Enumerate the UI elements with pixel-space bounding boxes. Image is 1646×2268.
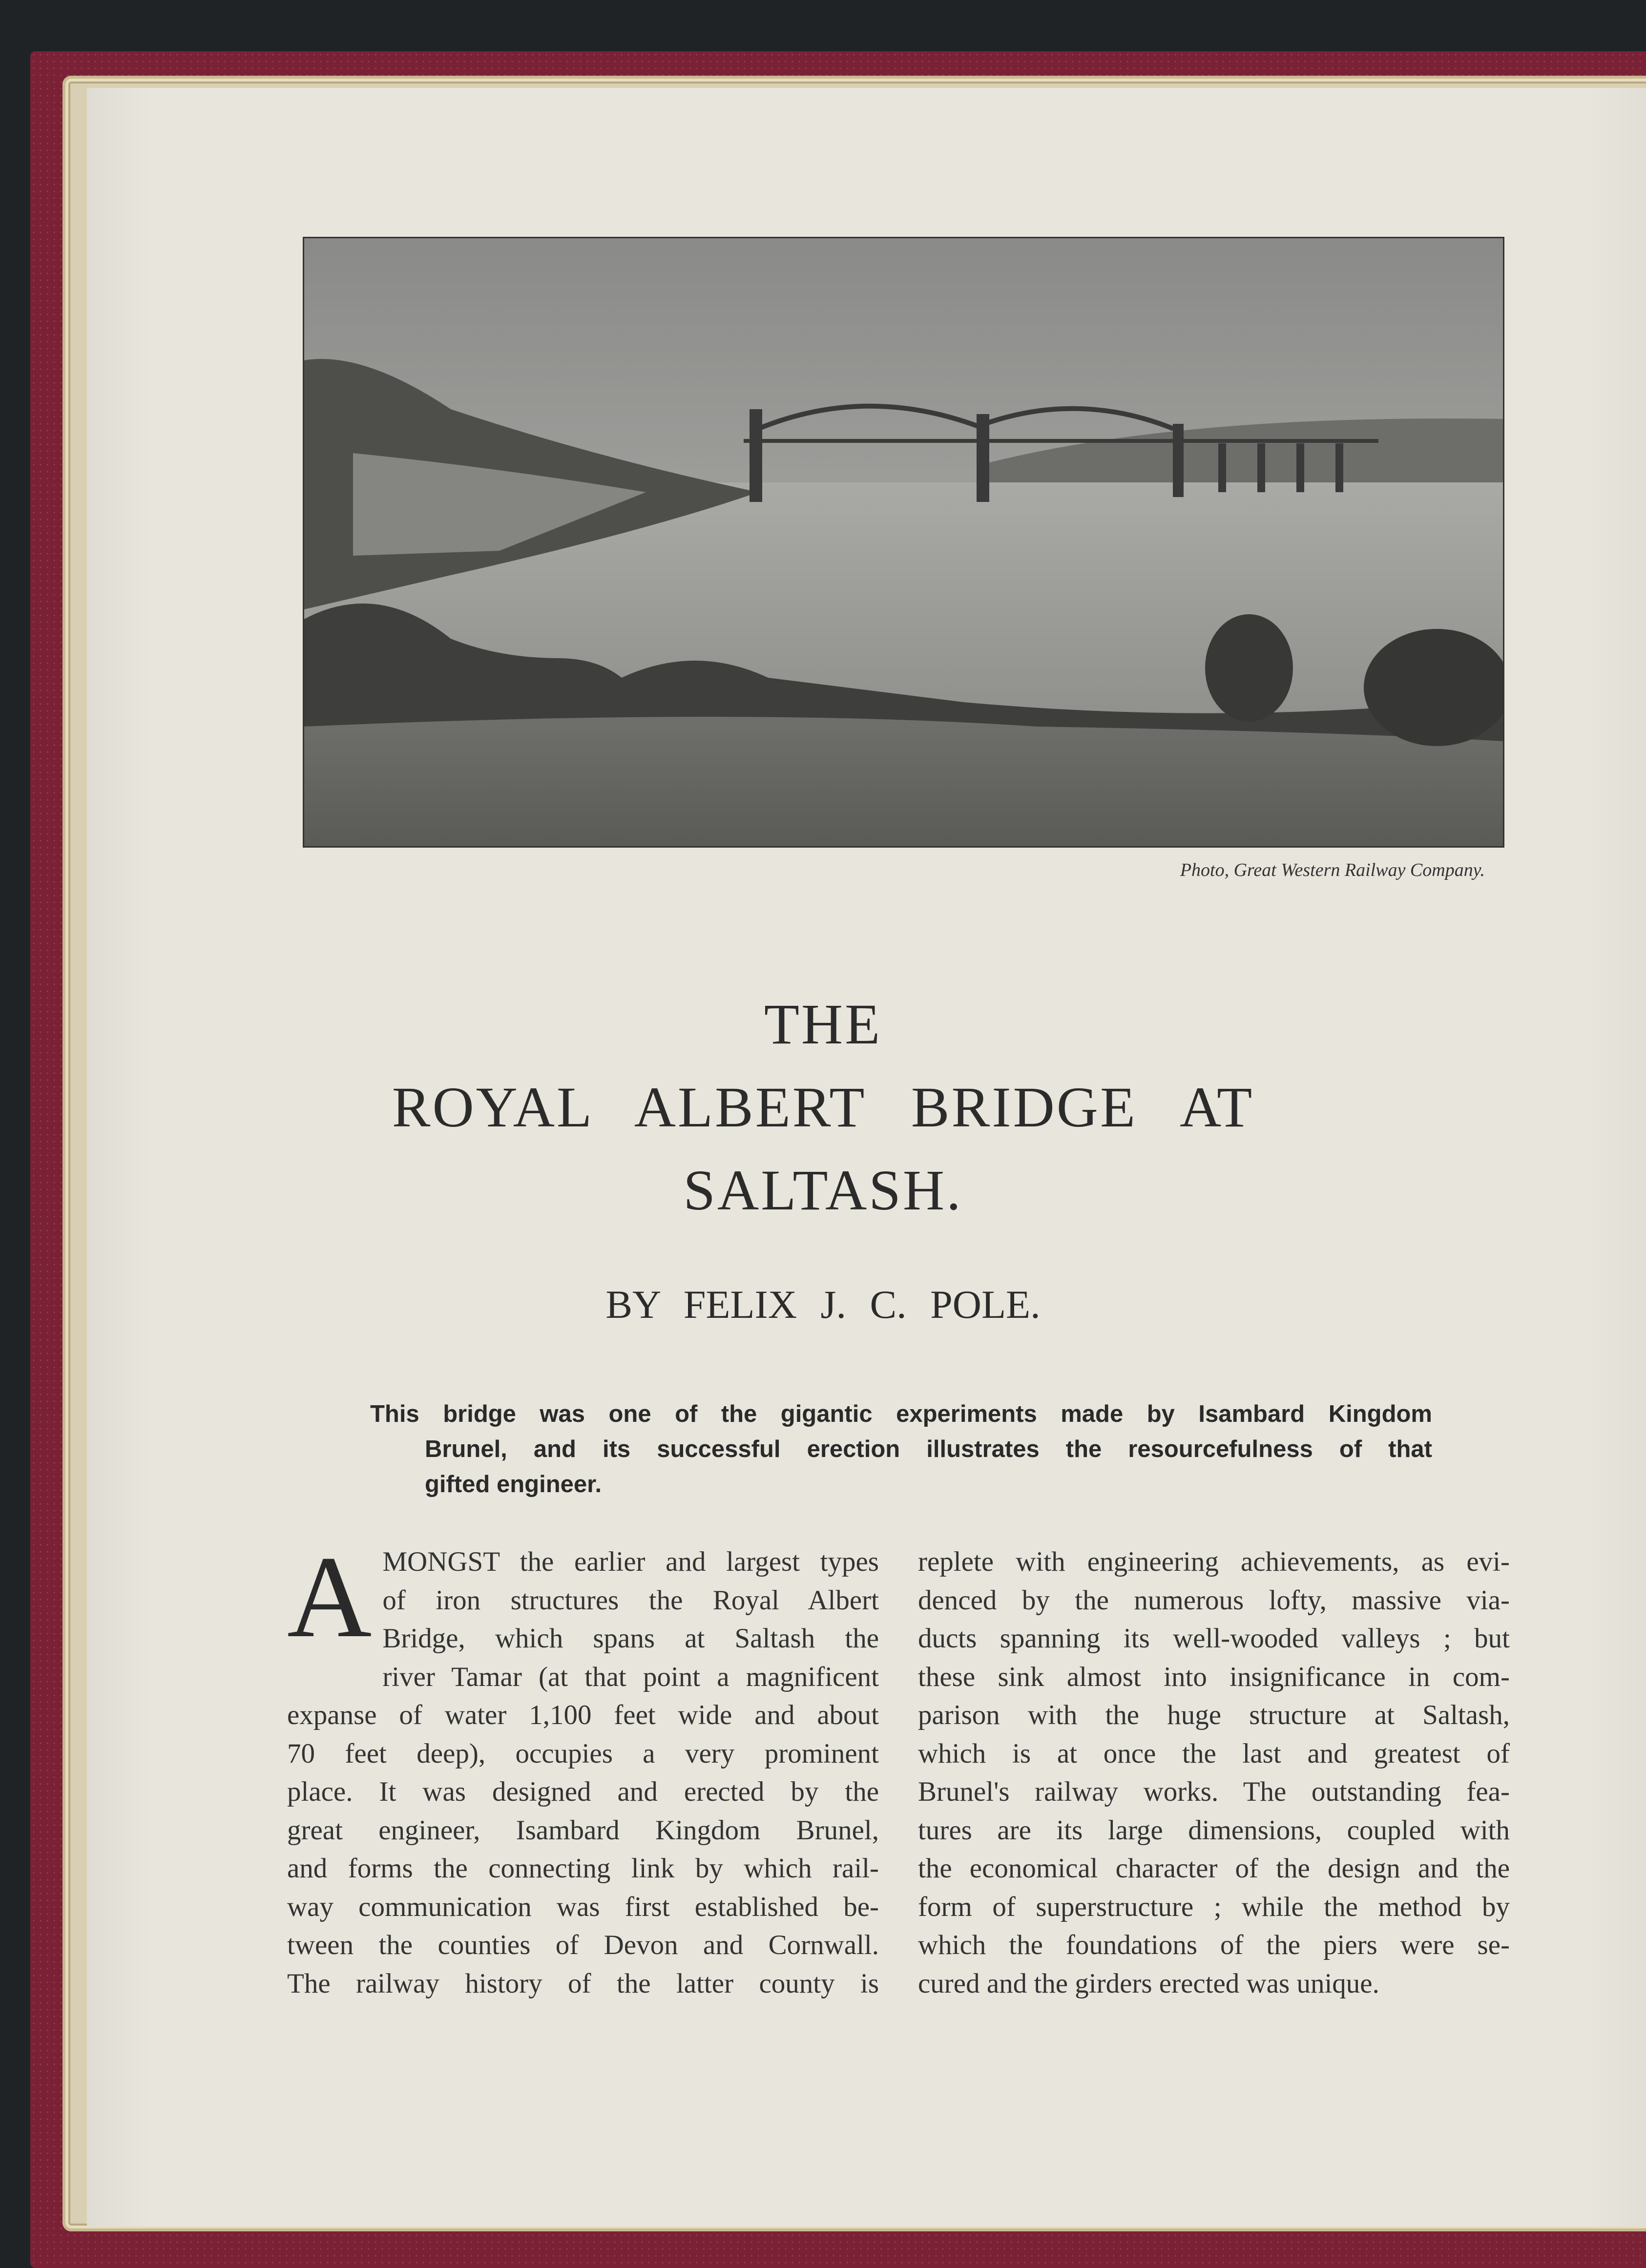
bridge-photograph [303,237,1504,848]
body-line: replete with engineering achievements, as evi- [918,1546,1510,1577]
body-line: of iron structures the Royal Albert [382,1584,879,1616]
article-byline: BY FELIX J. C. POLE. [605,1282,1041,1327]
article-abstract [370,1396,1432,1502]
foreground-field [304,717,1503,846]
abstract-line: This bridge was one of the gigantic experiments made by Isambard Kingdom [370,1401,1432,1427]
body-line: place. It was designed and erected by the [287,1776,879,1807]
article-title-line-2: ROYAL ALBERT BRIDGE AT [392,1075,1254,1139]
body-line: river Tamar (at that point a magnificent [382,1661,879,1692]
body-line: MONGST the earlier and largest types [382,1546,879,1577]
abstract-line: Brunel, and its successful erection illustrates the resourcefulness of that [425,1436,1432,1462]
body-line: great engineer, Isambard Kingdom Brunel, [287,1814,879,1846]
body-column-1 [287,1532,879,2003]
body-line: Bridge, which spans at Saltash the [382,1623,879,1654]
body-line: which is at once the last and greatest of [918,1738,1510,1769]
tree-far-right [1364,629,1504,746]
body-line: The railway history of the latter county is [287,1968,879,1999]
body-line: Brunel's railway works. The outstanding fea- [918,1776,1510,1807]
article-title-line-1: THE [764,992,882,1056]
tree-right [1205,614,1293,722]
body-line: and forms the connecting link by which rail- [287,1853,879,1884]
body-line: 70 feet deep), occupies a very prominent [287,1738,879,1769]
body-line: cured and the girders erected was unique. [918,1968,1379,1999]
body-line: these sink almost into insignificance in com- [918,1661,1510,1692]
body-line: parison with the huge structure at Saltash, [918,1700,1510,1730]
abstract-line: gifted engineer. [425,1471,602,1498]
body-line: tween the counties of Devon and Cornwall. [287,1930,879,1960]
photo-caption: Photo, Great Western Railway Company. [1180,860,1485,880]
body-line: the economical character of the design and the [918,1853,1510,1884]
body-line: tures are its large dimensions, coupled with [918,1814,1510,1846]
body-line: which the foundations of the piers were se- [918,1930,1510,1960]
body-line: ducts spanning its well-wooded valleys ; but [918,1623,1510,1654]
body-line: expanse of water 1,100 feet wide and about [287,1700,879,1730]
drop-cap: A [287,1532,372,1662]
article-title-line-3: SALTASH. [683,1158,963,1222]
body-line: denced by the numerous lofty, massive via- [918,1584,1510,1616]
body-line: form of superstructure ; while the method by [918,1891,1510,1922]
body-line: way communication was first established be- [287,1891,879,1922]
body-column-2 [918,1543,1510,2003]
